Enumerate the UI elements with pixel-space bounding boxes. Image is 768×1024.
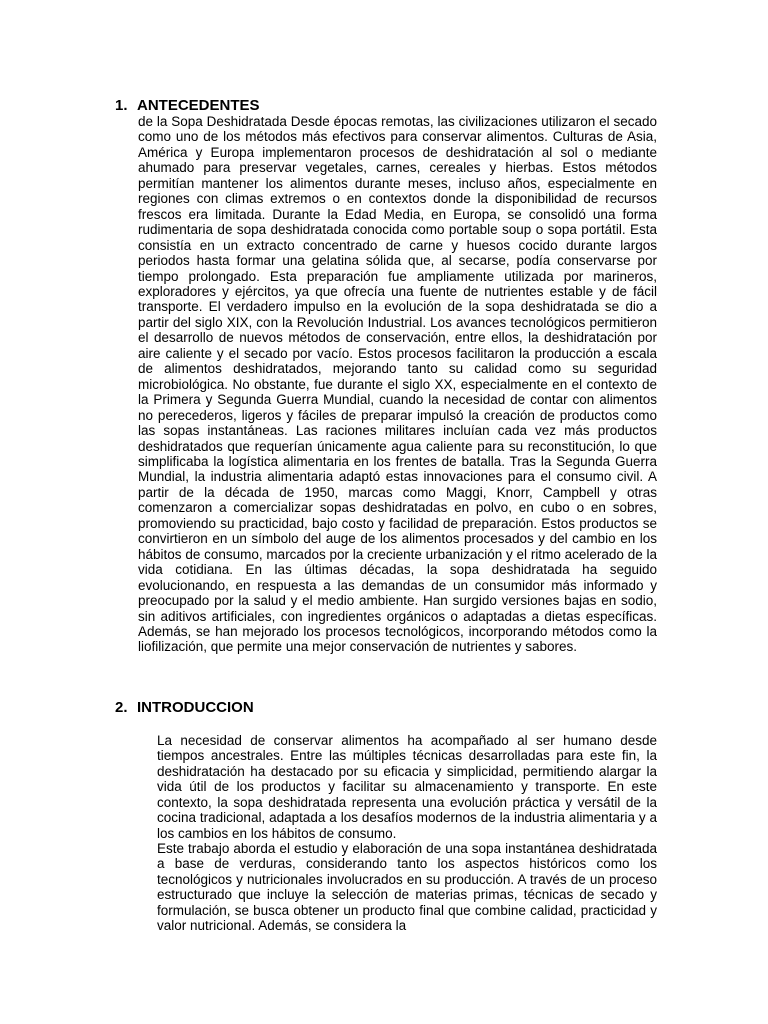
section-title: INTRODUCCION: [137, 699, 254, 716]
section-number: 1.: [115, 97, 128, 114]
section-title: ANTECEDENTES: [137, 97, 260, 114]
introduccion-paragraph-2: Este trabajo aborda el estudio y elaboración de una sopa instantánea deshidratada a base de verduras, considerando tanto los aspectos históricos como los tecnológicos y nutricionales involucrados en su producción. A través de un proceso estructurado que incluye la selección de materias primas, técnicas de secado y formulación, se busca obtener un producto final que combine calidad, practicidad y valor nutricional. Además, se considera la: [157, 841, 657, 934]
section-number: 2.: [115, 699, 128, 716]
section-heading-antecedentes: [115, 97, 260, 115]
introduccion-paragraph-1: La necesidad de conservar alimentos ha acompañado al ser humano desde tiempos ancestrales. Entre las múltiples técnicas desarrolladas para este fin, la deshidratación ha destacado por su eficacia y simplicidad, permitiendo alargar la vida útil de los productos y facilitar su almacenamiento y transporte. En este contexto, la sopa deshidratada representa una evolución práctica y versátil de la cocina tradicional, adaptada a los desafíos modernos de la industria alimentaria y a los cambios en los hábitos de consumo.: [157, 733, 657, 841]
section-heading-introduccion: [115, 699, 254, 717]
antecedentes-paragraph: de la Sopa Deshidratada Desde épocas remotas, las civilizaciones utilizaron el secado como uno de los métodos más efectivos para conservar alimentos. Culturas de Asia, América y Europa implementaron procesos de deshidratación al sol o mediante ahumado para preservar vegetales, carnes, cereales y hierbas. Estos métodos permitían mantener los alimentos durante meses, incluso años, especialmente en regiones con climas extremos o en contextos donde la disponibilidad de recursos frescos era limitada. Durante la Edad Media, en Europa, se consolidó una forma rudimentaria de sopa deshidratada conocida como portable soup o sopa portátil. Esta consistía en un extracto concentrado de carne y huesos cocido durante largos periodos hasta formar una gelatina sólida que, al secarse, podía conservarse por tiempo prolongado. Esta preparación fue ampliamente utilizada por marineros, exploradores y ejércitos, ya que ofrecía una fuente de nutrientes estable y de fácil transporte. El verdadero impulso en la evolución de la sopa deshidratada se dio a partir del siglo XIX, con la Revolución Industrial. Los avances tecnológicos permitieron el desarrollo de nuevos métodos de conservación, entre ellos, la deshidratación por aire caliente y el secado por vacío. Estos procesos facilitaron la producción a escala de alimentos deshidratados, mejorando tanto su calidad como su seguridad microbiológica. No obstante, fue durante el siglo XX, especialmente en el contexto de la Primera y Segunda Guerra Mundial, cuando la necesidad de contar con alimentos no perecederos, ligeros y fáciles de preparar impulsó la creación de productos como las sopas instantáneas. Las raciones militares incluían cada vez más productos deshidratados que requerían únicamente agua caliente para su reconstitución, lo que simplificaba la logística alimentaria en los frentes de batalla. Tras la Segunda Guerra Mundial, la industria alimentaria adaptó estas innovaciones para el consumo civil. A partir de la década de 1950, marcas como Maggi, Knorr, Campbell y otras comenzaron a comercializar sopas deshidratadas en polvo, en cubo o en sobres, promoviendo su practicidad, bajo costo y facilidad de preparación. Estos productos se convirtieron en un símbolo del auge de los alimentos procesados y del cambio en los hábitos de consumo, marcados por la creciente urbanización y el ritmo acelerado de la vida cotidiana. En las últimas décadas, la sopa deshidratada ha seguido evolucionando, en respuesta a las demandas de un consumidor más informado y preocupado por la salud y el medio ambiente. Han surgido versiones bajas en sodio, sin aditivos artificiales, con ingredientes orgánicos o adaptadas a dietas específicas. Además, se han mejorado los procesos tecnológicos, incorporando métodos como la liofilización, que permite una mejor conservación de nutrientes y sabores.: [138, 114, 657, 655]
